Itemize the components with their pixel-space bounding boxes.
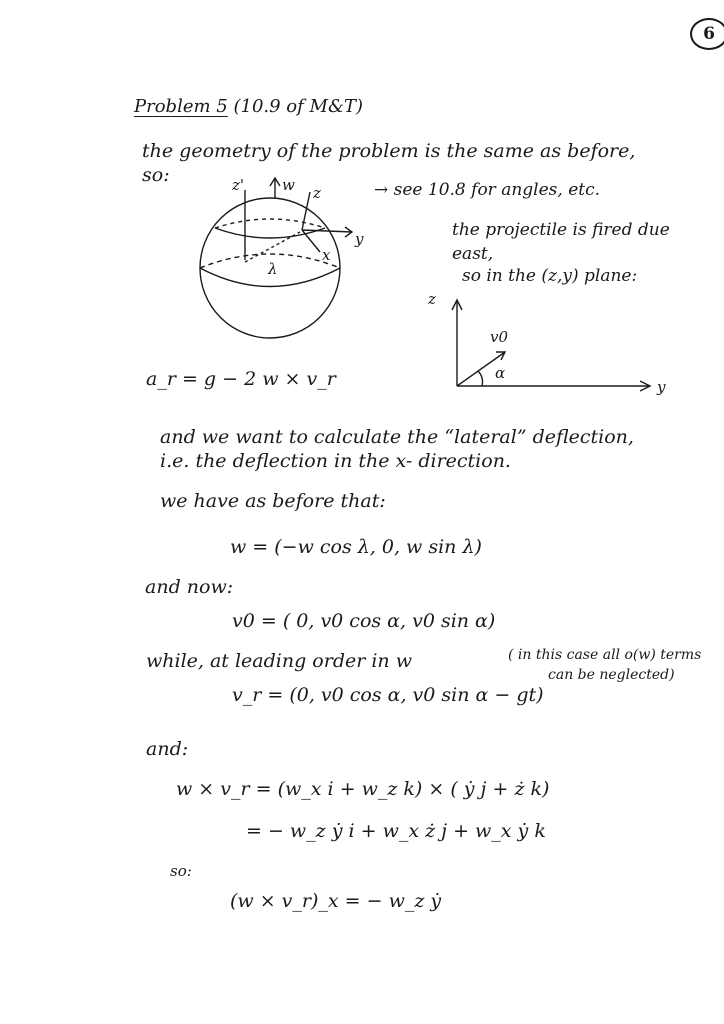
text-so: so: (170, 862, 192, 880)
equation-v0: v0 = ( 0, v0 cos α, v0 sin α) (232, 610, 496, 632)
text-have-before: we have as before that: (160, 490, 386, 512)
projectile-note-1: the projectile is fired due (452, 220, 670, 240)
label-x: x (322, 246, 331, 264)
label-w: w (282, 176, 295, 194)
equation-cross-2: = − w_z ẏ i + w_x ż j + w_x ẏ k (246, 820, 546, 842)
equation-final: (w × v_r)_x = − w_z ẏ (230, 890, 442, 912)
equation-omega: w = (−w cos λ, 0, w sin λ) (230, 536, 482, 558)
label-lambda: λ (268, 260, 278, 278)
cross-reference: → see 10.8 for angles, etc. (374, 180, 601, 200)
text-and-now: and now: (145, 576, 234, 598)
intro-line-2: so: (142, 164, 170, 186)
text-while: while, at leading order in w (146, 650, 412, 672)
label-z: z (313, 184, 321, 202)
text-and: and: (146, 738, 189, 760)
equation-vr: v_r = (0, v0 cos α, v0 sin α − gt) (232, 684, 544, 706)
problem-ref: (10.9 of M&T) (233, 96, 363, 117)
alpha-arc (478, 371, 483, 386)
projectile-note-2: east, (452, 244, 494, 264)
equation-cross-1: w × v_r = (w_x i + w_z k) × ( ẏ j + ż k) (176, 778, 550, 800)
problem-label: Problem 5 (134, 96, 228, 117)
equation-acceleration: a_r = g − 2 w × v_r (146, 368, 336, 390)
label-y: y (355, 230, 364, 248)
text-lateral-1: and we want to calculate the “lateral” deflection, (160, 426, 634, 448)
plane-label-v0: v0 (490, 328, 509, 346)
plane-label-alpha: α (495, 364, 506, 382)
note-paren-2: can be neglected) (548, 667, 675, 683)
note-paren-1: ( in this case all o(w) terms (508, 647, 702, 663)
text-lateral-2: i.e. the deflection in the x- direction. (160, 450, 511, 472)
page-number: 6 (690, 18, 724, 50)
plane-label-y: y (657, 378, 666, 396)
intro-line-1: the geometry of the problem is the same as before, (142, 140, 636, 162)
projectile-note-3: so in the (z,y) plane: (462, 266, 638, 286)
plane-label-z: z (428, 290, 436, 308)
label-z-prime: z' (232, 176, 245, 194)
